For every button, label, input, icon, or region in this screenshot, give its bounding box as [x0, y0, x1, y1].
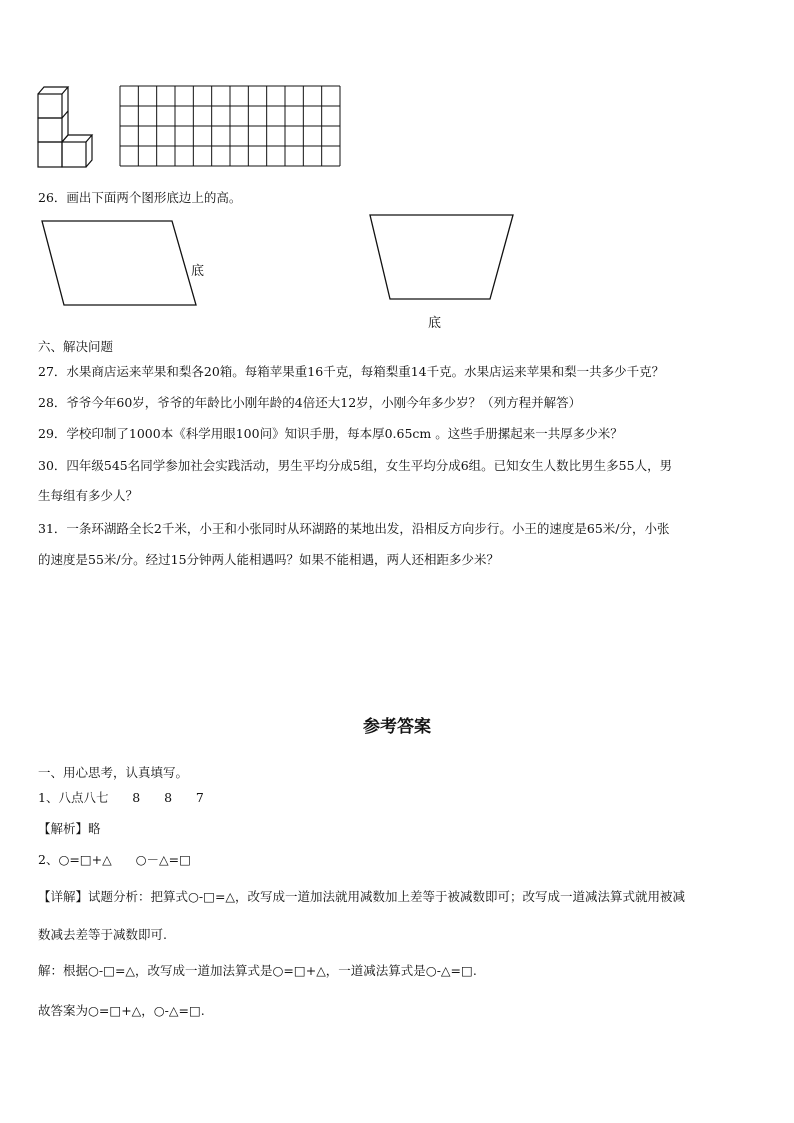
question-31-line2: 的速度是55米/分。经过15分钟两人能相遇吗？如果不能相遇，两人还相距多少米？ — [38, 552, 500, 567]
question-29: 29．学校印制了1000本《科学用眼100问》知识手册，每本厚0.65cm 。这些手册摞起来一共厚多少米？ — [38, 426, 623, 441]
answer-2-solution: 解：根据○-□=△，改写成一道加法算式是○=□+△，一道减法算式是○-△=□. — [38, 963, 477, 978]
grid-paper — [118, 84, 342, 168]
answer-2: 2、○=□+△ ○－△=□ — [38, 852, 191, 867]
answer-title: 参考答案 — [363, 717, 431, 737]
answer-2-final: 故答案为○=□+△，○-△=□. — [38, 1003, 205, 1018]
question-28: 28．爷爷今年60岁，爷爷的年龄比小刚年龄的4倍还大12岁，小刚今年多少岁？（列方程并解答） — [38, 395, 582, 410]
question-26: 26．画出下面两个图形底边上的高。 — [38, 190, 242, 205]
section-6-heading: 六、解决问题 — [38, 339, 114, 354]
answer-section-1: 一、用心思考，认真填写。 — [38, 765, 189, 780]
question-27: 27．水果商店运来苹果和梨各20箱。每箱苹果重16千克，每箱梨重14千克。水果店运来苹果和梨一共多少千克？ — [38, 364, 665, 379]
cube-stack-figure — [36, 84, 92, 172]
answer-1-analysis: 【解析】略 — [38, 821, 101, 836]
trapezoid-base-label: 底 — [428, 316, 442, 331]
question-30-line2: 生每组有多少人？ — [38, 488, 139, 503]
trapezoid-figure — [368, 212, 516, 304]
question-30-line1: 30．四年级545名同学参加社会实践活动，男生平均分成5组，女生平均分成6组。已知女生人数比男生多55人，男 — [38, 458, 673, 473]
answer-2-detail-line1: 【详解】试题分析：把算式○-□=△，改写成一道加法就用减数加上差等于被减数即可；改写成一道减法算式就用被减 — [38, 889, 686, 904]
answer-2-detail-line2: 数减去差等于减数即可. — [38, 927, 167, 942]
answer-1: 1、八点八七 8 8 7 — [38, 790, 204, 805]
parallelogram-base-label: 底 — [191, 264, 205, 279]
question-31-line1: 31．一条环湖路全长2千米，小王和小张同时从环湖路的某地出发，沿相反方向步行。小王的速度是65米/分，小张 — [38, 521, 670, 536]
parallelogram-figure — [40, 218, 200, 310]
